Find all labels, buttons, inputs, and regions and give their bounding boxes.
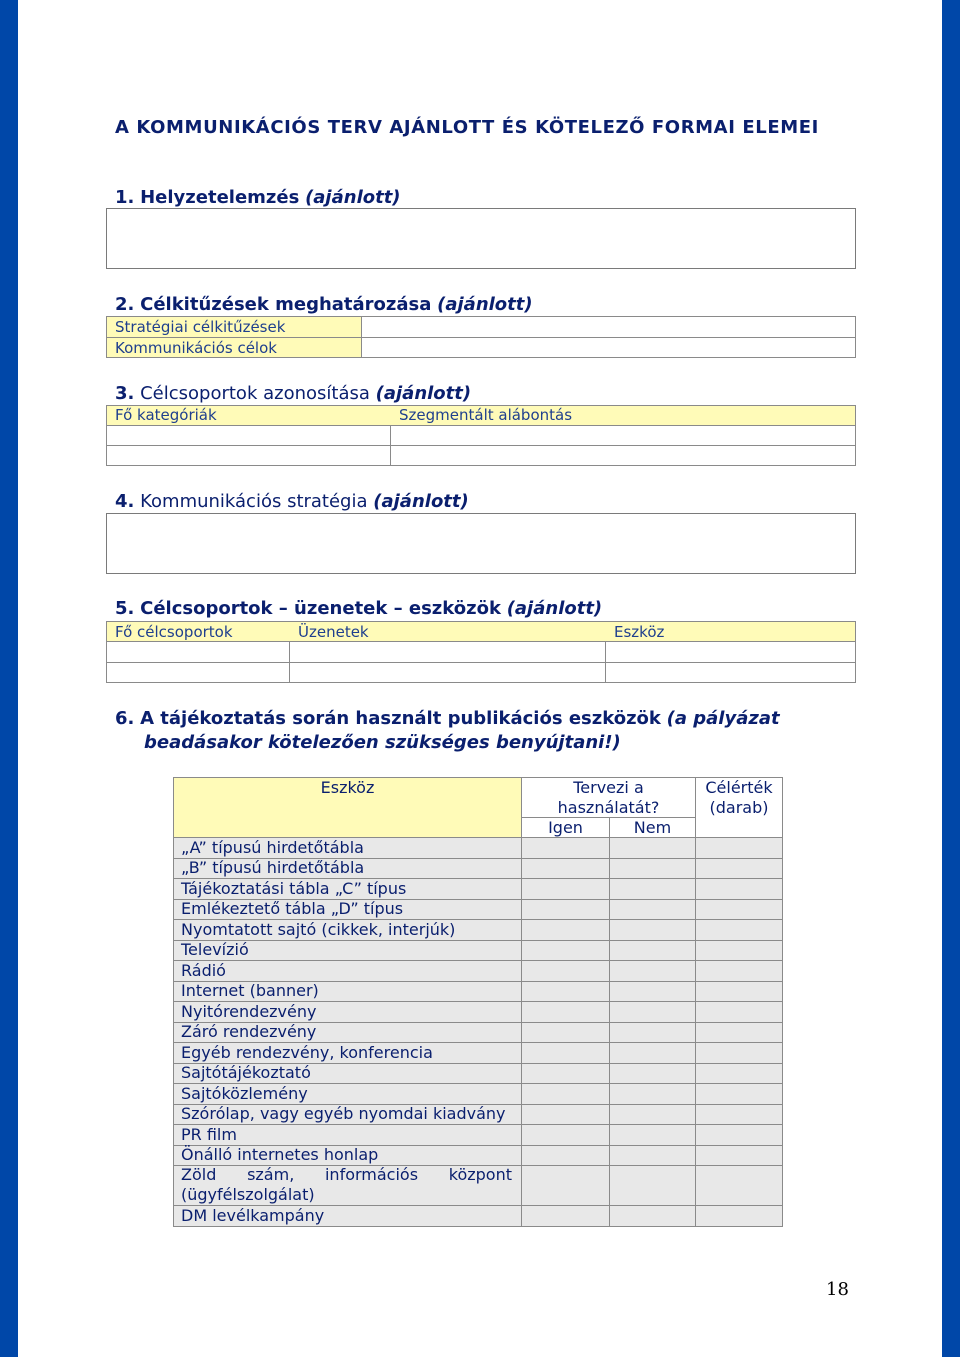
tool-row-label: Tájékoztatási tábla „C” típus: [181, 879, 407, 898]
no-cell[interactable]: [609, 1104, 696, 1126]
no-cell[interactable]: [609, 960, 696, 983]
page-number: 18: [826, 1279, 849, 1300]
target-value-cell[interactable]: [695, 878, 783, 901]
no-cell[interactable]: [609, 1063, 696, 1085]
yes-cell[interactable]: [521, 919, 610, 942]
communication-goals-input[interactable]: [361, 337, 856, 358]
no-cell[interactable]: [609, 1042, 696, 1065]
tool-header: Eszköz: [614, 623, 665, 641]
target-value-cell[interactable]: [695, 1124, 783, 1147]
yes-cell[interactable]: [521, 960, 610, 983]
section-6-heading-line-1: 6. A tájékoztatás során használt publikációs eszközök (a pályázat: [115, 708, 780, 729]
yes-cell[interactable]: [521, 1205, 610, 1227]
yes-cell[interactable]: [521, 837, 610, 860]
tool-row-label: „A” típusú hirdetőtábla: [181, 838, 364, 857]
tool-row-label: PR film: [181, 1125, 237, 1144]
target-value-cell[interactable]: [695, 1083, 783, 1106]
tool-row-label: Nyitórendezvény: [181, 1002, 317, 1021]
tool-row-label: Rádió: [181, 961, 226, 980]
section-5-heading: 5. Célcsoportok – üzenetek – eszközök (ajánlott): [115, 598, 603, 619]
yes-header: Igen: [548, 818, 583, 837]
main-target-groups-header: Fő célcsoportok: [115, 623, 233, 641]
no-cell[interactable]: [609, 981, 696, 1003]
messages-group-cell-1[interactable]: [106, 641, 290, 663]
yes-cell[interactable]: [521, 1083, 610, 1106]
target-value-cell[interactable]: [695, 1104, 783, 1126]
tool-row-label: Emlékeztető tábla „D” típus: [181, 899, 404, 918]
target-value-cell[interactable]: [695, 919, 783, 942]
tool-row-label: Nyomtatott sajtó (cikkek, interjúk): [181, 920, 456, 939]
communication-strategy-box[interactable]: [106, 513, 856, 574]
tool-row-label: Záró rendezvény: [181, 1022, 317, 1041]
main-categories-header: Fő kategóriák: [115, 406, 217, 424]
tool-row-label: (ügyfélszolgálat): [181, 1185, 315, 1204]
tool-row-label: DM levélkampány: [181, 1206, 325, 1225]
target-value-cell[interactable]: [695, 1165, 783, 1207]
target-value-cell[interactable]: [695, 1001, 783, 1024]
strategic-goals-label: Stratégiai célkitűzések: [115, 318, 286, 336]
tool-column-header: Eszköz: [320, 778, 375, 797]
yes-cell[interactable]: [521, 899, 610, 921]
no-cell[interactable]: [609, 940, 696, 962]
target-value-cell[interactable]: [695, 981, 783, 1003]
messages-message-cell-1[interactable]: [289, 641, 606, 663]
no-cell[interactable]: [609, 919, 696, 942]
target-segment-cell-1[interactable]: [390, 425, 856, 446]
tool-row-label: Internet (banner): [181, 981, 319, 1000]
document-title: A KOMMUNIKÁCIÓS TERV AJÁNLOTT ÉS KÖTELEZŐ FORMAI ELEMEI: [115, 117, 819, 138]
section-3-heading: 3. Célcsoportok azonosítása (ajánlott): [115, 383, 472, 404]
no-cell[interactable]: [609, 1124, 696, 1147]
target-value-header: Célérték (darab): [705, 778, 773, 817]
messages-group-cell-2[interactable]: [106, 662, 290, 683]
no-cell[interactable]: [609, 1165, 696, 1207]
strategic-goals-input[interactable]: [361, 316, 856, 338]
yes-cell[interactable]: [521, 1104, 610, 1126]
tool-row-label: „B” típusú hirdetőtábla: [181, 858, 365, 877]
target-value-cell[interactable]: [695, 960, 783, 983]
target-value-cell[interactable]: [695, 858, 783, 880]
target-value-cell[interactable]: [695, 899, 783, 921]
no-cell[interactable]: [609, 1083, 696, 1106]
messages-header: Üzenetek: [298, 623, 369, 641]
target-value-cell[interactable]: [695, 1022, 783, 1044]
section-1-heading: 1. Helyzetelemzés (ajánlott): [115, 187, 401, 208]
section-2-heading: 2. Célkitűzések meghatározása (ajánlott): [115, 294, 533, 315]
segmented-breakdown-header: Szegmentált alábontás: [399, 406, 573, 424]
yes-cell[interactable]: [521, 1063, 610, 1085]
right-border-bar: [942, 0, 960, 1357]
target-value-cell[interactable]: [695, 1063, 783, 1085]
no-cell[interactable]: [609, 1145, 696, 1167]
section-6-heading-line-2: beadásakor kötelezően szükséges benyújtani!): [144, 732, 621, 753]
no-cell[interactable]: [609, 837, 696, 860]
no-cell[interactable]: [609, 1022, 696, 1044]
yes-cell[interactable]: [521, 1124, 610, 1147]
no-cell[interactable]: [609, 1205, 696, 1227]
communication-goals-label: Kommunikációs célok: [115, 339, 277, 357]
yes-cell[interactable]: [521, 981, 610, 1003]
tool-row-label: Sajtótájékoztató: [181, 1063, 311, 1082]
yes-cell[interactable]: [521, 1145, 610, 1167]
yes-cell[interactable]: [521, 878, 610, 901]
target-main-category-cell-1[interactable]: [106, 425, 391, 446]
tool-row-label: Egyéb rendezvény, konferencia: [181, 1043, 433, 1062]
messages-message-cell-2[interactable]: [289, 662, 606, 683]
left-border-bar: [0, 0, 18, 1357]
yes-cell[interactable]: [521, 1001, 610, 1024]
messages-tool-cell-2[interactable]: [605, 662, 856, 683]
no-header: Nem: [633, 818, 672, 837]
no-cell[interactable]: [609, 1001, 696, 1024]
target-value-cell[interactable]: [695, 1145, 783, 1167]
section-4-heading: 4. Kommunikációs stratégia (ajánlott): [115, 491, 469, 512]
yes-cell[interactable]: [521, 940, 610, 962]
yes-cell[interactable]: [521, 1165, 610, 1207]
target-main-category-cell-2[interactable]: [106, 445, 391, 466]
target-value-cell[interactable]: [695, 1042, 783, 1065]
messages-tool-cell-1[interactable]: [605, 641, 856, 663]
tool-row-label: Szórólap, vagy egyéb nyomdai kiadvány: [181, 1104, 506, 1123]
no-cell[interactable]: [609, 858, 696, 880]
tool-row-label: Sajtóközlemény: [181, 1084, 308, 1103]
no-cell[interactable]: [609, 878, 696, 901]
situation-analysis-box[interactable]: [106, 208, 856, 269]
target-value-cell[interactable]: [695, 1205, 783, 1227]
yes-cell[interactable]: [521, 1022, 610, 1044]
planned-use-header: Tervezi a használatát?: [557, 778, 660, 817]
no-cell[interactable]: [609, 899, 696, 921]
tool-row-label: Zöld szám, információs központ: [181, 1165, 512, 1184]
target-segment-cell-2[interactable]: [390, 445, 856, 466]
tool-row-label: Önálló internetes honlap: [181, 1145, 379, 1164]
target-value-cell[interactable]: [695, 940, 783, 962]
yes-cell[interactable]: [521, 858, 610, 880]
target-value-cell[interactable]: [695, 837, 783, 860]
yes-cell[interactable]: [521, 1042, 610, 1065]
tool-row-label: Televízió: [181, 940, 249, 959]
